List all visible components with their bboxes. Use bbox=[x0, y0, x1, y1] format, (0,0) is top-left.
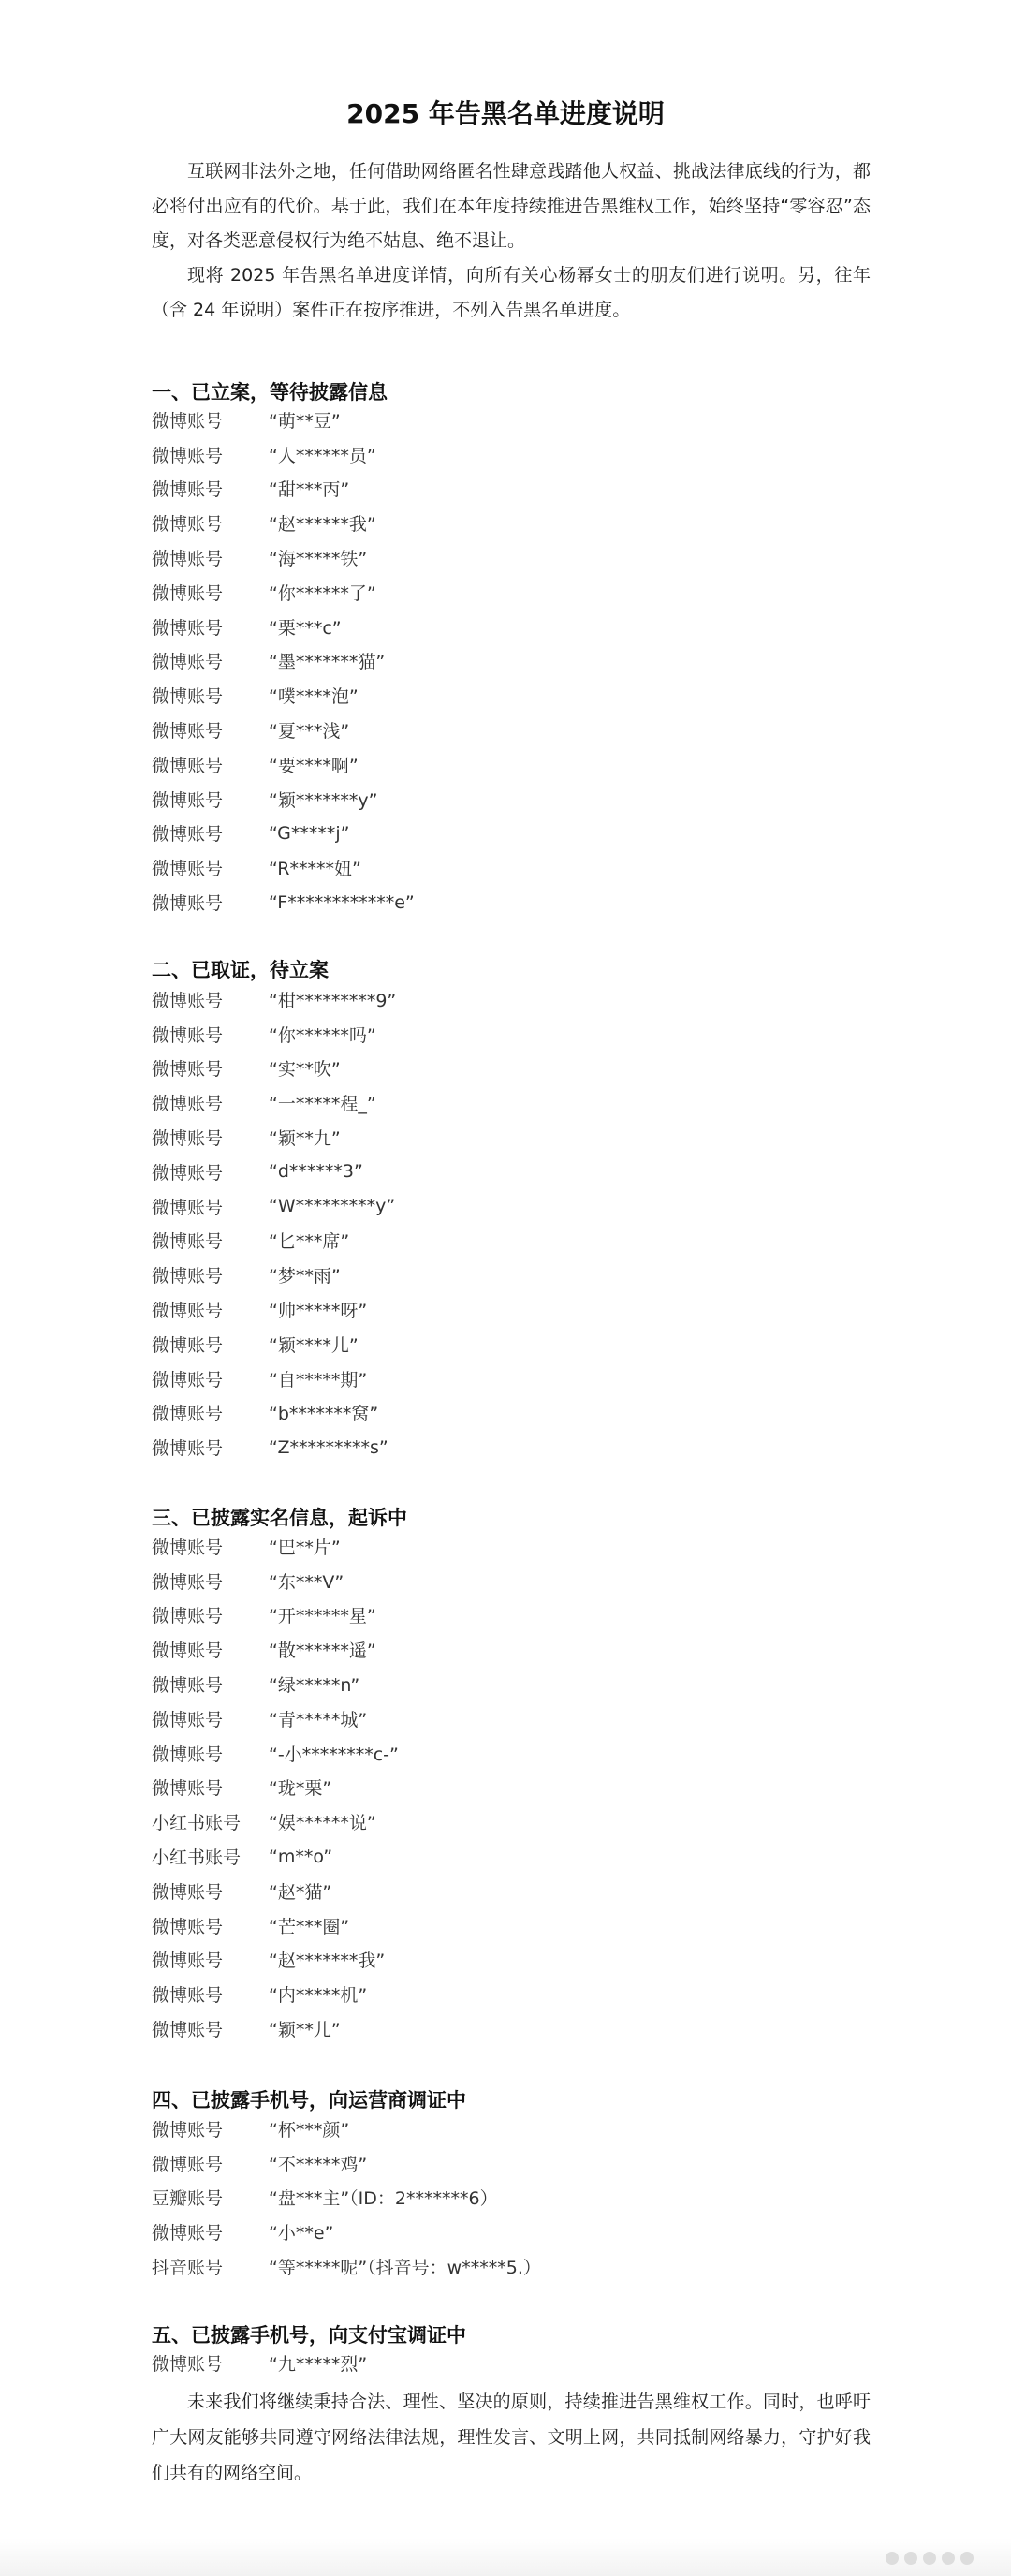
list-item bbox=[152, 1085, 396, 1120]
account-name: “噗****泡” bbox=[269, 686, 359, 708]
platform-label: 微博账号 bbox=[152, 1641, 224, 1662]
list-item bbox=[152, 1736, 399, 1771]
list-item bbox=[152, 1430, 396, 1465]
account-name: “盘***主”（ID：2*******6） bbox=[269, 2188, 498, 2210]
platform-label: 微博账号 bbox=[152, 1606, 224, 1627]
platform-label: 微博账号 bbox=[152, 1128, 224, 1150]
account-list bbox=[152, 2112, 541, 2284]
account-name: “自*****期” bbox=[269, 1369, 368, 1391]
list-item bbox=[152, 610, 415, 644]
platform-label: 微博账号 bbox=[152, 1301, 224, 1322]
list-item bbox=[152, 1874, 399, 1908]
platform-label: 微博账号 bbox=[152, 1881, 224, 1903]
outro-paragraph: 未来我们将继续秉持合法、理性、坚决的原则，持续推进告黑维权工作。同时，也呼吁广大网友能够共同遵守网络法律法规，理性发言、文明上网，共同抵制网络暴力，守护好我们共有的网络空间。 bbox=[152, 2392, 871, 2483]
list-item bbox=[152, 850, 415, 885]
outro-block bbox=[152, 2384, 871, 2491]
list-item bbox=[152, 1258, 396, 1292]
account-name: “G*****j” bbox=[269, 822, 350, 844]
platform-label: 微博账号 bbox=[152, 686, 224, 708]
platform-label: 微博账号 bbox=[152, 1985, 224, 2007]
section-heading: 二、已取证，待立案 bbox=[152, 959, 329, 981]
account-name: “不*****鸡” bbox=[269, 2154, 368, 2175]
section-heading: 五、已披露手机号，向支付宝调证中 bbox=[152, 2324, 466, 2347]
platform-label: 微博账号 bbox=[152, 1369, 224, 1391]
platform-label: 豆瓣账号 bbox=[152, 2188, 224, 2210]
list-item bbox=[152, 678, 415, 713]
list-item bbox=[152, 1292, 396, 1327]
list-item bbox=[152, 403, 415, 437]
platform-label: 微博账号 bbox=[152, 859, 224, 880]
account-name: “你******吗” bbox=[269, 1024, 376, 1046]
intro-paragraph-2: 现将 2025 年告黑名单进度详情，向所有关心杨幂女士的朋友们进行说明。另，往年（含 24 年说明）案件正在按序推进，不列入告黑名单进度。 bbox=[152, 265, 871, 320]
platform-label: 微博账号 bbox=[152, 1334, 224, 1356]
platform-label: 微博账号 bbox=[152, 2353, 224, 2375]
account-name: “b*******窝” bbox=[269, 1404, 379, 1425]
account-name: “等*****呢”（抖音号：w*****5.） bbox=[269, 2258, 541, 2279]
account-name: “夏***浅” bbox=[269, 721, 350, 743]
bottom-fade bbox=[0, 2539, 1011, 2576]
platform-label: 微博账号 bbox=[152, 2154, 224, 2175]
account-name: “散******遥” bbox=[269, 1641, 376, 1662]
list-item bbox=[152, 1632, 399, 1667]
account-name: “杯***颜” bbox=[269, 2119, 350, 2141]
list-item bbox=[152, 1224, 396, 1259]
account-name: “实**吹” bbox=[269, 1059, 341, 1081]
list-item bbox=[152, 2181, 541, 2215]
account-name: “F************e” bbox=[269, 891, 415, 913]
platform-label: 微博账号 bbox=[152, 1231, 224, 1253]
list-item bbox=[152, 1017, 396, 1052]
account-name: “墨*******猫” bbox=[269, 652, 386, 673]
platform-label: 微博账号 bbox=[152, 1024, 224, 1046]
platform-label: 微博账号 bbox=[152, 721, 224, 743]
list-item bbox=[152, 747, 415, 782]
account-name: “赵*猫” bbox=[269, 1881, 332, 1903]
platform-label: 微博账号 bbox=[152, 1916, 224, 1937]
list-item bbox=[152, 817, 415, 851]
account-name: “要****啊” bbox=[269, 755, 359, 776]
account-name: “m**o” bbox=[269, 1846, 333, 1867]
platform-label: 微博账号 bbox=[152, 479, 224, 501]
list-item bbox=[152, 1189, 396, 1224]
list-item bbox=[152, 1120, 396, 1155]
list-item bbox=[152, 1667, 399, 1701]
list-item bbox=[152, 713, 415, 747]
platform-label: 微博账号 bbox=[152, 2223, 224, 2245]
list-item bbox=[152, 1362, 396, 1396]
list-item bbox=[152, 472, 415, 507]
platform-label: 抖音账号 bbox=[152, 2258, 224, 2279]
account-name: “R*****妞” bbox=[269, 859, 361, 880]
account-name: “Z*********s” bbox=[269, 1436, 388, 1458]
account-name: “-小********c-” bbox=[269, 1744, 399, 1765]
list-item bbox=[152, 2249, 541, 2284]
platform-label: 微博账号 bbox=[152, 789, 224, 811]
indicator-dot bbox=[960, 2552, 974, 2565]
platform-label: 微博账号 bbox=[152, 582, 224, 604]
platform-label: 微博账号 bbox=[152, 1266, 224, 1288]
account-list bbox=[152, 2346, 367, 2380]
platform-label: 微博账号 bbox=[152, 652, 224, 673]
platform-label: 微博账号 bbox=[152, 824, 224, 846]
account-name: “赵******我” bbox=[269, 514, 376, 536]
account-name: “海*****铁” bbox=[269, 549, 368, 570]
account-name: “帅*****呀” bbox=[269, 1301, 368, 1322]
list-item bbox=[152, 982, 396, 1017]
page-title: 2025 年告黑名单进度说明 bbox=[346, 98, 665, 129]
account-name: “内*****机” bbox=[269, 1985, 368, 2007]
account-list bbox=[152, 1529, 399, 2046]
account-name: “九*****烈” bbox=[269, 2353, 368, 2375]
account-name: “颖**儿” bbox=[269, 2020, 341, 2041]
account-name: “匕***席” bbox=[269, 1231, 350, 1253]
platform-label: 小红书账号 bbox=[152, 1847, 242, 1869]
account-name: “开******星” bbox=[269, 1606, 376, 1627]
account-name: “甜***丙” bbox=[269, 479, 350, 501]
intro-paragraph-1: 互联网非法外之地，任何借助网络匿名性肆意践踏他人权益、挑战法律底线的行为，都必将付出应有的代价。基于此，我们在本年度持续推进告黑维权工作，始终坚持“零容忍”态度，对各类恶意侵权行为绝不姑息、绝不退让。 bbox=[152, 161, 871, 251]
platform-label: 微博账号 bbox=[152, 990, 224, 1011]
platform-label: 微博账号 bbox=[152, 549, 224, 570]
list-item bbox=[152, 1529, 399, 1564]
list-item bbox=[152, 1701, 399, 1736]
account-name: “栗***c” bbox=[269, 617, 342, 639]
list-item bbox=[152, 1327, 396, 1362]
list-item bbox=[152, 782, 415, 817]
platform-label: 微博账号 bbox=[152, 1438, 224, 1460]
account-name: “颖*******y” bbox=[269, 789, 378, 811]
list-item bbox=[152, 885, 415, 920]
platform-label: 微博账号 bbox=[152, 1778, 224, 1800]
account-name: “小**e” bbox=[269, 2223, 334, 2245]
platform-label: 微博账号 bbox=[152, 617, 224, 639]
list-item bbox=[152, 1598, 399, 1633]
platform-label: 微博账号 bbox=[152, 1709, 224, 1730]
platform-label: 微博账号 bbox=[152, 1537, 224, 1558]
platform-label: 小红书账号 bbox=[152, 1813, 242, 1834]
platform-label: 微博账号 bbox=[152, 2020, 224, 2041]
section-heading: 三、已披露实名信息，起诉中 bbox=[152, 1507, 407, 1529]
account-name: “巴**片” bbox=[269, 1537, 341, 1558]
account-name: “W*********y” bbox=[269, 1196, 396, 1217]
account-name: “娱******说” bbox=[269, 1813, 376, 1834]
list-item bbox=[152, 2112, 541, 2146]
platform-label: 微博账号 bbox=[152, 1404, 224, 1425]
list-item bbox=[152, 1771, 399, 1805]
platform-label: 微博账号 bbox=[152, 410, 224, 432]
account-name: “青*****城” bbox=[269, 1709, 368, 1730]
platform-label: 微博账号 bbox=[152, 1094, 224, 1115]
list-item bbox=[152, 575, 415, 610]
list-item bbox=[152, 1977, 399, 2011]
account-name: “梦**雨” bbox=[269, 1266, 341, 1288]
indicator-dot bbox=[923, 2552, 936, 2565]
platform-label: 微博账号 bbox=[152, 514, 224, 536]
section-heading: 一、已立案，等待披露信息 bbox=[152, 381, 388, 404]
page-indicator bbox=[886, 2552, 974, 2565]
list-item bbox=[152, 437, 415, 472]
platform-label: 微博账号 bbox=[152, 1162, 224, 1184]
section-heading: 四、已披露手机号，向运营商调证中 bbox=[152, 2089, 466, 2112]
list-item bbox=[152, 2215, 541, 2249]
platform-label: 微博账号 bbox=[152, 445, 224, 466]
indicator-dot bbox=[942, 2552, 955, 2565]
list-item bbox=[152, 1839, 399, 1874]
platform-label: 微博账号 bbox=[152, 755, 224, 776]
account-list bbox=[152, 982, 396, 1465]
indicator-dot bbox=[886, 2552, 899, 2565]
account-name: “珑*栗” bbox=[269, 1778, 332, 1800]
platform-label: 微博账号 bbox=[152, 1571, 224, 1593]
platform-label: 微博账号 bbox=[152, 1675, 224, 1697]
account-name: “柑*********9” bbox=[269, 990, 397, 1011]
list-item bbox=[152, 1564, 399, 1598]
list-item bbox=[152, 506, 415, 540]
account-name: “东***V” bbox=[269, 1571, 344, 1593]
account-name: “芒***圈” bbox=[269, 1916, 350, 1937]
account-name: “赵*******我” bbox=[269, 1950, 386, 1972]
account-name: “你******了” bbox=[269, 582, 376, 604]
account-name: “一*****程_” bbox=[269, 1094, 376, 1115]
list-item bbox=[152, 1908, 399, 1943]
account-name: “颖****儿” bbox=[269, 1334, 359, 1356]
platform-label: 微博账号 bbox=[152, 2119, 224, 2141]
list-item bbox=[152, 1943, 399, 1978]
platform-label: 微博账号 bbox=[152, 1197, 224, 1218]
list-item bbox=[152, 1396, 396, 1431]
platform-label: 微博账号 bbox=[152, 893, 224, 915]
list-item bbox=[152, 540, 415, 575]
account-name: “颖**九” bbox=[269, 1128, 341, 1150]
list-item bbox=[152, 2146, 541, 2181]
list-item bbox=[152, 2346, 367, 2380]
account-name: “绿*****n” bbox=[269, 1675, 360, 1697]
intro-block bbox=[152, 155, 871, 328]
account-name: “d******3” bbox=[269, 1161, 363, 1183]
platform-label: 微博账号 bbox=[152, 1059, 224, 1081]
list-item bbox=[152, 1804, 399, 1839]
list-item bbox=[152, 1155, 396, 1189]
account-name: “萌**豆” bbox=[269, 410, 341, 432]
account-name: “人******员” bbox=[269, 445, 376, 466]
platform-label: 微博账号 bbox=[152, 1950, 224, 1972]
list-item bbox=[152, 644, 415, 679]
account-list bbox=[152, 403, 415, 920]
list-item bbox=[152, 1052, 396, 1086]
indicator-dot bbox=[904, 2552, 917, 2565]
platform-label: 微博账号 bbox=[152, 1744, 224, 1765]
list-item bbox=[152, 2011, 399, 2046]
